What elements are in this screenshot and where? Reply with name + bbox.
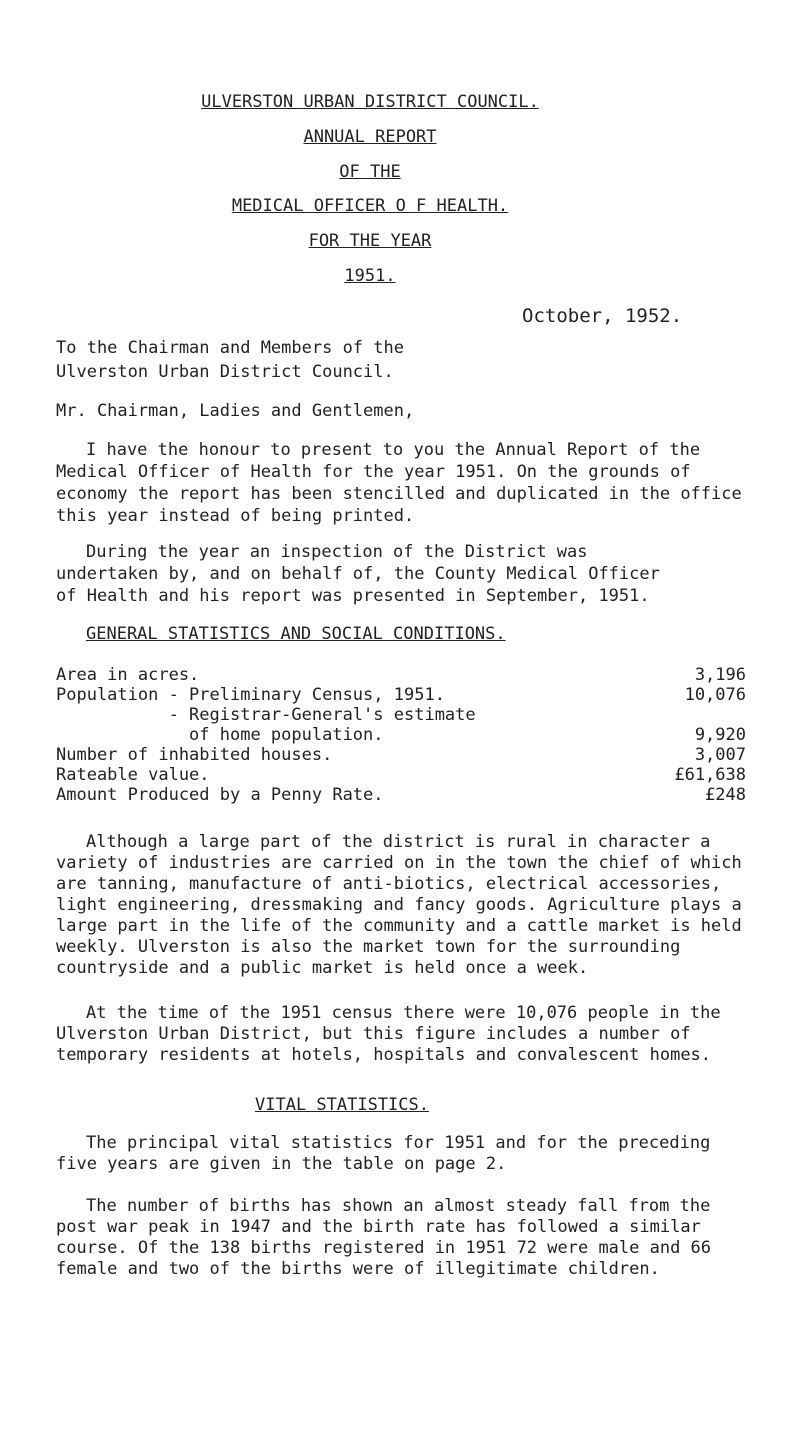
stat-value: 10,076 xyxy=(684,685,746,705)
for-year-heading: FOR THE YEAR xyxy=(308,231,432,251)
report-heading: ANNUAL REPORT xyxy=(303,127,437,147)
of-the-heading: OF THE xyxy=(339,162,401,182)
industry-paragraph: Although a large part of the district is rural in character a variety of industries are carried on in the town the chief of which are tanning, manufacture of anti-biotics, electrical accessories, light engineering, dressmaking and fancy goods. Agriculture plays a large part in the life of the community and a cattle market is held weekly. Ulverston is also the market town for the surrounding countryside and a public market is held once a week. xyxy=(56,832,742,978)
statistics-list xyxy=(56,664,746,804)
stat-value: £61,638 xyxy=(674,765,746,785)
census-paragraph: At the time of the 1951 census there were 10,076 people in the Ulverston Urban District, but this figure includes a number of temporary residents at hotels, hospitals and convalescent homes. xyxy=(56,1003,721,1065)
stat-row xyxy=(56,684,746,704)
council-heading: ULVERSTON URBAN DISTRICT COUNCIL. xyxy=(201,92,539,112)
address-line-2: Ulverston Urban District Council. xyxy=(56,362,394,382)
salutation: Mr. Chairman, Ladies and Gentlemen, xyxy=(56,401,415,421)
stat-label: Number of inhabited houses. xyxy=(56,745,333,765)
stat-label: Area in acres. xyxy=(56,665,200,685)
intro-paragraph: I have the honour to present to you the Annual Report of the Medical Officer of Health for the year 1951. On the grounds of economy the report has been stencilled and duplicated in the office this year instead of being printed. xyxy=(56,440,742,526)
stat-row xyxy=(56,724,746,744)
stat-value: 3,196 xyxy=(694,665,746,685)
year-heading: 1951. xyxy=(344,266,396,286)
stat-label: Rateable value. xyxy=(56,765,210,785)
births-paragraph: The number of births has shown an almost steady fall from the post war peak in 1947 and the birth rate has followed a similar course. Of the 138 births registered in 1951 72 were male and 66 female and two of the births were of illegitimate children. xyxy=(56,1196,712,1279)
stat-value: 9,920 xyxy=(694,725,746,745)
stat-label: of home population. xyxy=(56,725,384,745)
stat-row xyxy=(56,744,746,764)
address-line-1: To the Chairman and Members of the xyxy=(56,338,404,358)
stat-label: - Registrar-General's estimate xyxy=(56,705,476,725)
vital-intro-paragraph: The principal vital statistics for 1951 and for the preceding five years are given in the table on page 2. xyxy=(56,1133,711,1174)
stat-row xyxy=(56,664,746,684)
vital-statistics-heading: VITAL STATISTICS. xyxy=(255,1095,429,1115)
stat-value: 3,007 xyxy=(694,745,746,765)
stat-row xyxy=(56,764,746,784)
stat-row xyxy=(56,704,746,724)
inspection-paragraph: During the year an inspection of the District was undertaken by, and on behalf of, the County Medical Officer of Health and his report was presented in September, 1951. xyxy=(56,542,660,606)
officer-heading: MEDICAL OFFICER O F HEALTH. xyxy=(231,196,509,216)
stat-row xyxy=(56,784,746,804)
general-statistics-heading: GENERAL STATISTICS AND SOCIAL CONDITIONS. xyxy=(86,624,506,644)
report-date: October, 1952. xyxy=(522,305,683,327)
stat-value: £248 xyxy=(705,785,746,805)
stat-label: Population - Preliminary Census, 1951. xyxy=(56,685,445,705)
stat-label: Amount Produced by a Penny Rate. xyxy=(56,785,384,805)
